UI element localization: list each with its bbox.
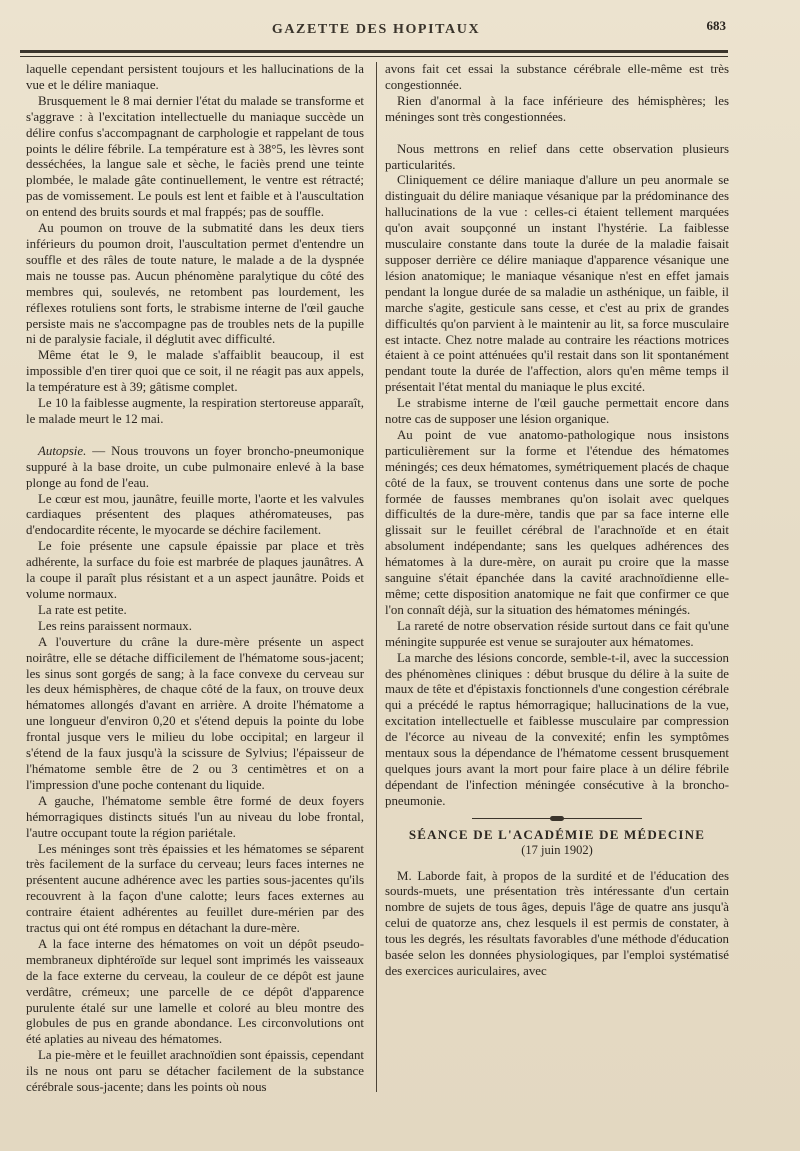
paragraph: Les reins paraissent normaux. [38, 618, 192, 633]
page-header [20, 18, 732, 48]
paragraph: A la face interne des hématomes on voit un dépôt pseudo-membraneux diphtéroïde sur lequel sont imprimés les vaisseaux de la face externe du cerveau, la couleur de ce dépôt est jaune verdâtre, crémeux; une parcelle de ce dépôt d'apparence purulente étalé sur une lamelle et coloré au bleu montre des globules de pus en grande abondance. Les circonvolutions ont été aplaties au niveau des hématomes. [26, 936, 364, 1047]
paragraph: A l'ouverture du crâne la dure-mère présente un aspect noirâtre, elle se détache difficilement de l'hématome sous-jacent; les sinus sont gorgés de sang; à la face convexe du cerveau sur les deux hémisphères, de chaque côté de la faux, on trouve deux hématomes allongés d'avant en arrière. A droite l'hématome a une longueur d'environ 0,20 et s'étend depuis la pointe du lobe frontal jusque vers le milieu du lobe occipital; en largeur il s'étend de la faux jusqu'à la scissure de Sylvius; l'épaisseur de l'hématome semble être de 2 ou 3 centimètres et on a l'impression d'une poche contenant du liquide. [26, 634, 364, 792]
paragraph: Nous mettrons en relief dans cette observation plusieurs particularités. [385, 141, 729, 172]
paragraph: La pie-mère et le feuillet arachnoïdien sont épaissis, cependant ils ne nous ont paru se détacher facilement de la substance cérébrale sous-jacente; dans les points où nous [26, 1048, 364, 1095]
paragraph: Au point de vue anatomo-pathologique nous insistons particulièrement sur la forme et l'étendue des hématomes méningés; ces deux hématomes, symétriquement placés de chaque côté de la faux, se trouvent contenus dans une sorte de poche formée de fausses membranes qu'on isolait avec quelques difficultés de la dure-mère, tandis que par sa face interne elle glissait sur le feuillet cérébral de l'arachnoïde et en était absolument indépendante; sans les quelques adhérences des hématomes à la dure-mère, on aurait pu croire que la masse sanguine s'était épanchée dans la cavité arachnoïdienne elle-même; cette disposition anatomique ne fait que confirmer ce que l'on connaît déjà, sur la situation des hématomes méningés. [385, 427, 729, 617]
paragraph: laquelle cependant persistent toujours et les hallucinations de la vue et le délire maniaque. [26, 62, 364, 92]
paragraph: Cliniquement ce délire maniaque d'allure un peu anormale se distinguait du délire maniaque vésanique par la prédominance des hallucinations de la vue : celles-ci étaient tellement marquées qu'on avait soupçonné un instant l'hystérie. La faiblesse musculaire constante dans toute la durée de la maladie faisait supposer derrière ce délire maniaque d'apparence vésanique une lésion anatomique; le maniaque vésanique n'est en effet jamais pendant la longue durée de sa maladie un asthénique, un faible, il marche s'agite, gesticule sans cesse, et c'est au prix de grandes difficultés qu'on parvient à le maintenir au lit, sa force musculaire est intacte. Chez notre malade au contraire les réactions motrices étaient à ce point atténuées qu'il restait dans son lit spontanément pendant toute la durée de l'affection, alors qu'en même temps il présentait l'état mental du maniaque le plus excité. [385, 173, 729, 395]
paragraph: Au poumon on trouve de la submatité dans les deux tiers inférieurs du poumon droit, l'auscultation permet d'entendre un souffle et des râles de toute nature, le malade a de la dyspnée mais ne tousse pas. Aucun phénomène paralytique du côté des membres qui, soulevés, ne retombent pas lourdement, les réflexes rotuliens sont forts, le strabisme interne de l'œil gauche persiste mais ne s'accompagne pas de troubles nets de la pupille ni de paralysie faciale, il déglutit avec difficulté. [26, 221, 364, 347]
section-title: SÉANCE DE L'ACADÉMIE DE MÉDECINE [408, 826, 706, 842]
publication-title: GAZETTE DES HOPITAUX [271, 22, 481, 37]
page-number: 683 [706, 18, 726, 33]
paragraph: La rareté de notre observation réside surtout dans ce fait qu'une méningite suppurée est venue se surajouter aux hématomes. [385, 618, 729, 649]
paragraph: Le strabisme interne de l'œil gauche permettait encore dans notre cas de supposer une lésion organique. [385, 396, 729, 427]
paragraph: La marche des lésions concorde, semble-t-il, avec la succession des phénomènes cliniques : début brusque du délire à la suite de maux de tête et d'épistaxis fonctionnels d'une congestion cérébrale qui a précédé le raptus hémorragique; hallucinations de la vue, excitation intellectuelle et faiblesse musculaire par compression de l'écorce au niveau de la convexité; enfin les symptômes mentaux sous la dépendance de l'hématome cessent brusquement quelques jours avant la mort pour faire place à un délire fébrile dépendant de l'infection méningée consécutive à la broncho-pneumonie. [385, 650, 729, 808]
header-rule-thin [20, 56, 728, 57]
paragraph: A gauche, l'hématome semble être formé de deux foyers hémorragiques distincts situés l'un au niveau du lobe frontal, l'autre occupant toute la région pariétale. [26, 793, 364, 840]
autopsy-label: Autopsie. [38, 443, 87, 458]
autopsy-intro-text: — Nous trouvons un foyer broncho-pneumonique suppuré à la base droite, un cube pulmonaire enlevé à la base plonge au fond de l'eau. [26, 443, 364, 490]
section-separator [472, 818, 642, 819]
section-date: (17 juin 1902) [521, 842, 593, 857]
right-column [385, 62, 729, 980]
header-rule-thick [20, 50, 728, 53]
paragraph: M. Laborde fait, à propos de la surdité et de l'éducation des sourds-muets, une présentation très intéressante d'un certain nombre de sujets de tous âges, depuis l'âge de quatre ans jusqu'à celui de quatorze ans, chez lesquels il est permis de constater, à tous les degrés, les résultats favorables d'une méthode d'éducation basée selon les données physiologiques, par l'emploi systématisé des exercices auriculaires, avec [385, 868, 729, 978]
autopsy-paragraph [26, 444, 364, 492]
paragraph: Le cœur est mou, jaunâtre, feuille morte, l'aorte et les valvules cardiaques présentent des plaques athéromateuses, pas d'endocardite récente, le myocarde se déchire facilement. [26, 491, 364, 538]
paragraph: Même état le 9, le malade s'affaiblit beaucoup, il est impossible d'en tirer quoi que ce soit, il ne réagit pas aux appels, la température est à 39; gâtisme complet. [26, 348, 364, 395]
column-divider [376, 62, 377, 1092]
paragraph: La rate est petite. [38, 602, 127, 617]
paragraph: avons fait cet essai la substance cérébrale elle-même est très congestionnée. [385, 62, 729, 92]
paragraph: Brusquement le 8 mai dernier l'état du malade se transforme et s'aggrave : à l'excitation intellectuelle du maniaque succède un délire confus s'accompagnant de carphologie et rappelant de tous points le délire fébrile. La température est à 38°5, les lèvres sont desséchées, la langue sale et sèche, le faciès prend une teinte plombée, le malade gâte continuellement, le ventre est rétracté; pas de vomissement. Le pouls est lent et faible et à l'auscultation on entend des bruits sourds et mal frappés; pas de souffle. [26, 93, 364, 220]
paragraph: Les méninges sont très épaissies et les hématomes se séparent très facilement de la surface du cerveau; leurs faces internes ne présentent aucune adhérence avec les parties sous-jacentes qu'ils recouvrent à la façon d'une calotte; leurs faces externes au contraire étaient adhérentes au feuillet dure-mérien par des tractus qui ont été rompus en détachant la dure-mère. [26, 841, 364, 936]
left-column [26, 62, 364, 1096]
paragraph: Rien d'anormal à la face inférieure des hémisphères; les méninges sont très congestionnées. [385, 93, 729, 124]
paragraph: Le 10 la faiblesse augmente, la respiration stertoreuse apparaît, le malade meurt le 12 mai. [26, 396, 364, 426]
paragraph: Le foie présente une capsule épaissie par place et très adhérente, la surface du foie est marbrée de plaques jaunâtres. A la coupe il paraît plus résistant et a un aspect jaunâtre. Poids et volume normaux. [26, 539, 364, 601]
